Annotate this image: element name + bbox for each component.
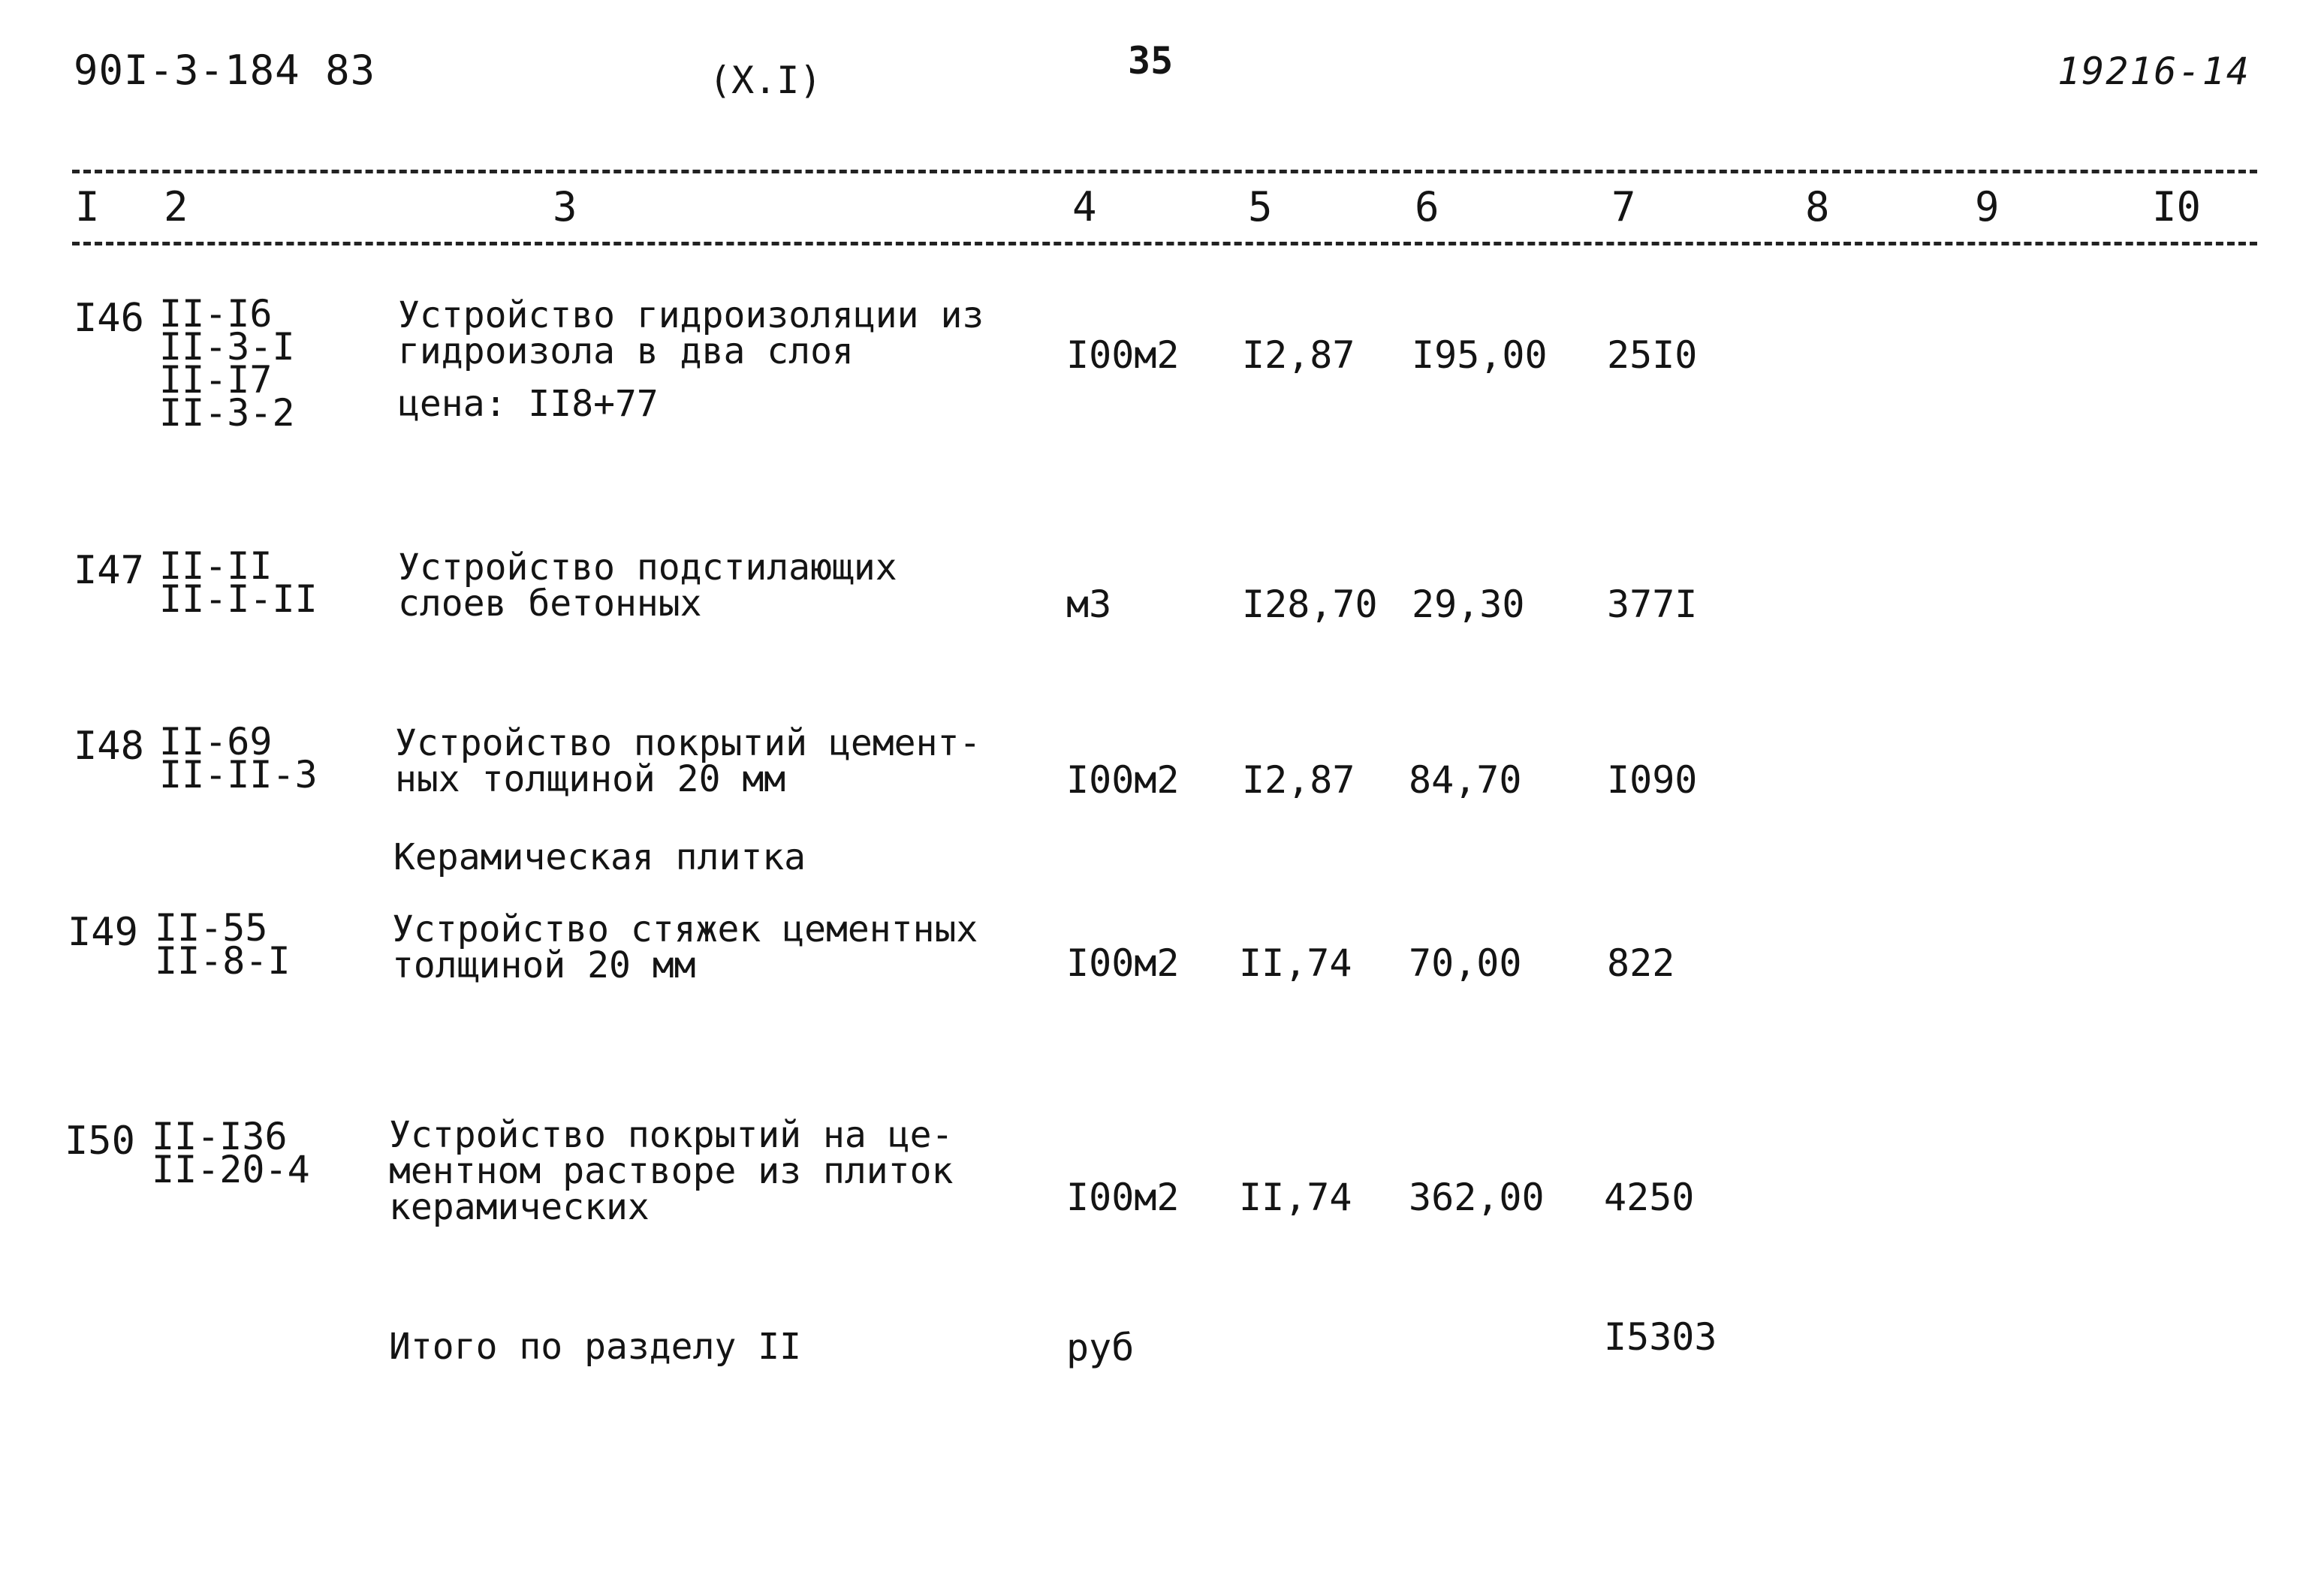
norm-code: II-II-3 <box>159 753 318 796</box>
column-number: 3 <box>553 183 577 230</box>
unit-price: I95,00 <box>1412 333 1548 377</box>
unit: I00м2 <box>1066 941 1180 985</box>
summary-unit: руб <box>1066 1326 1135 1369</box>
work-description: Устройство покрытий цемент- <box>395 722 981 764</box>
quantity: I28,70 <box>1242 583 1378 626</box>
norm-code: II-I-II <box>159 577 318 621</box>
work-description: гидроизола в два слоя <box>398 330 854 372</box>
work-description: слоев бетонных <box>398 583 702 625</box>
column-number: I0 <box>2152 183 2202 230</box>
norm-code: II-I7 <box>159 358 273 402</box>
column-number: 6 <box>1415 183 1439 230</box>
total-cost: 822 <box>1607 941 1675 985</box>
summary-label: Итого по разделу II <box>389 1326 802 1368</box>
price-note: цена: II8+77 <box>398 383 659 425</box>
work-description: Устройство покрытий на це- <box>389 1114 954 1156</box>
norm-code: II-20-4 <box>152 1148 310 1191</box>
column-number: 9 <box>1975 183 2000 230</box>
unit-price: 362,00 <box>1409 1176 1545 1219</box>
column-number: 2 <box>164 183 188 230</box>
norm-code: II-3-2 <box>159 391 295 435</box>
norm-code: II-I6 <box>159 292 273 336</box>
row-number: I46 <box>74 296 144 341</box>
unit: I00м2 <box>1066 758 1180 802</box>
work-description: Устройство гидроизоляции из <box>398 294 984 336</box>
page-number: 35 <box>1128 39 1174 83</box>
work-description: Устройство подстилающих <box>398 547 897 589</box>
norm-code: II-I36 <box>152 1115 288 1158</box>
unit: м3 <box>1066 583 1112 626</box>
row-number: I50 <box>65 1119 135 1164</box>
norm-code: II-8-I <box>155 939 291 983</box>
column-number: 4 <box>1072 183 1097 230</box>
unit-price: 29,30 <box>1412 583 1525 626</box>
work-description: толщиной 20 мм <box>392 944 696 986</box>
quantity: I2,87 <box>1242 333 1355 377</box>
work-description: керамических <box>389 1186 650 1228</box>
norm-code: II-3-I <box>159 325 295 369</box>
document-code: 90I-3-184 83 <box>74 47 376 94</box>
unit: I00м2 <box>1066 1176 1180 1219</box>
header-rule-top <box>72 170 2257 173</box>
norm-code: II-55 <box>155 906 268 950</box>
work-description: Устройство стяжек цементных <box>392 908 978 950</box>
norm-code: II-69 <box>159 720 273 763</box>
row-number: I48 <box>74 724 144 769</box>
summary-total: I5303 <box>1604 1315 1717 1359</box>
column-number: 5 <box>1248 183 1273 230</box>
total-cost: 4250 <box>1604 1176 1695 1219</box>
reference-number: 19216-14 <box>2057 50 2250 93</box>
work-description: ментном растворе из плиток <box>389 1150 954 1192</box>
norm-code: II-II <box>159 544 273 588</box>
column-number: 8 <box>1805 183 1830 230</box>
work-description: ных толщиной 20 мм <box>395 758 786 800</box>
quantity: I2,87 <box>1242 758 1355 802</box>
row-number: I49 <box>68 910 138 955</box>
unit-price: 70,00 <box>1409 941 1522 985</box>
header-rule-bottom <box>72 242 2257 245</box>
quantity: II,74 <box>1239 941 1352 985</box>
quantity: II,74 <box>1239 1176 1352 1219</box>
unit: I00м2 <box>1066 333 1180 377</box>
section-subheading: Керамическая плитка <box>393 836 806 878</box>
column-number: 7 <box>1611 183 1636 230</box>
total-cost: I090 <box>1607 758 1698 802</box>
section-label: (X.I) <box>709 59 822 102</box>
unit-price: 84,70 <box>1409 758 1522 802</box>
total-cost: 25I0 <box>1607 333 1698 377</box>
row-number: I47 <box>74 548 144 593</box>
total-cost: 377I <box>1607 583 1698 626</box>
column-number: I <box>75 183 100 230</box>
